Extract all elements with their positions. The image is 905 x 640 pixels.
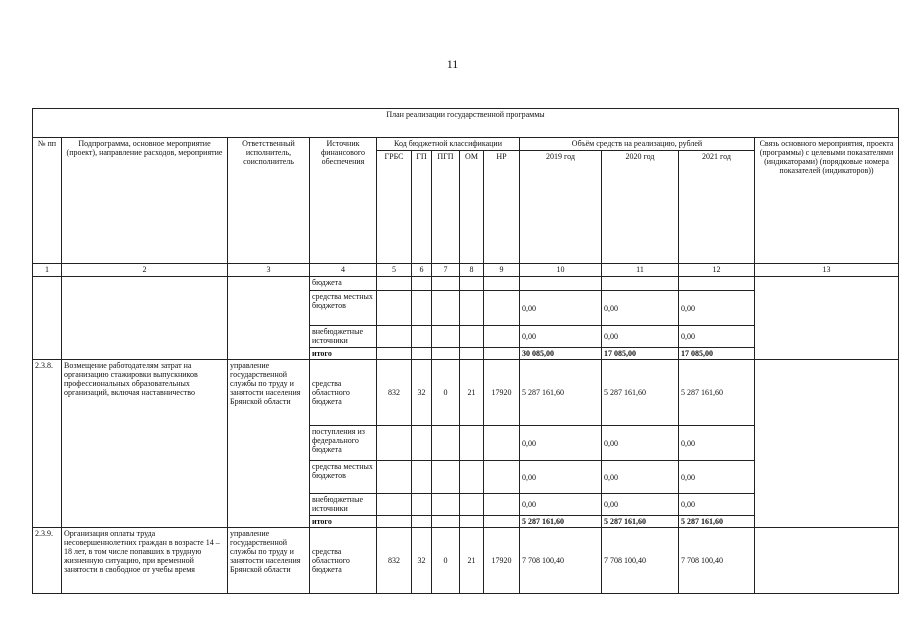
table-row bbox=[33, 360, 899, 426]
code-gp: 32 bbox=[412, 360, 432, 426]
column-number-row bbox=[33, 264, 899, 277]
program-cell: Организация оплаты труда несовершеннолетних граждан в возрасте 14 – 18 лет, в том числе попавших в трудную жизненную ситуацию, при временной занятости в свободное от учебы время bbox=[62, 528, 228, 594]
column-number: 6 bbox=[412, 264, 432, 277]
amount-2020: 5 287 161,60 bbox=[602, 360, 679, 426]
source-cell: средства местных бюджетов bbox=[310, 291, 377, 326]
page-number: 11 bbox=[446, 57, 459, 71]
amount-2020 bbox=[602, 277, 679, 291]
code-grbs: 832 bbox=[377, 528, 412, 594]
amount-2019: 5 287 161,60 bbox=[520, 360, 602, 426]
header-pgp: ПГП bbox=[432, 151, 460, 264]
column-number: 5 bbox=[377, 264, 412, 277]
header-num: № пп bbox=[33, 138, 62, 264]
source-cell: итого bbox=[310, 516, 377, 528]
amount-2021: 0,00 bbox=[679, 461, 755, 494]
table-row bbox=[33, 528, 899, 594]
column-number: 7 bbox=[432, 264, 460, 277]
header-program: Подпрограмма, основное мероприятие (проект), направление расходов, мероприятие bbox=[62, 138, 228, 264]
header-row-1 bbox=[33, 138, 899, 151]
title-row bbox=[33, 109, 899, 138]
column-number: 13 bbox=[755, 264, 899, 277]
amount-2019: 0,00 bbox=[520, 461, 602, 494]
amount-2021: 5 287 161,60 bbox=[679, 360, 755, 426]
total-2019: 5 287 161,60 bbox=[520, 516, 602, 528]
code-om: 21 bbox=[460, 528, 484, 594]
column-number: 1 bbox=[33, 264, 62, 277]
header-gp: ГП bbox=[412, 151, 432, 264]
amount-2021: 0,00 bbox=[679, 494, 755, 516]
column-number: 3 bbox=[228, 264, 310, 277]
table-row bbox=[33, 277, 899, 291]
code-nr: 17920 bbox=[484, 528, 520, 594]
program-cell: Возмещение работодателям затрат на организацию стажировки выпускников профессиональных образовательных организаций, включая наставничество bbox=[62, 360, 228, 528]
header-source: Источник финансового обеспечения bbox=[310, 138, 377, 264]
source-cell: средства областного бюджета bbox=[310, 360, 377, 426]
total-2019: 30 085,00 bbox=[520, 348, 602, 360]
total-2021: 5 287 161,60 bbox=[679, 516, 755, 528]
source-cell: внебюджетные источники bbox=[310, 494, 377, 516]
amount-2021: 0,00 bbox=[679, 291, 755, 326]
header-amount-group: Объём средств на реализацию, рублей bbox=[520, 138, 755, 151]
amount-2021 bbox=[679, 277, 755, 291]
program-plan-table bbox=[32, 108, 899, 594]
source-cell: поступления из федерального бюджета bbox=[310, 426, 377, 461]
amount-2019: 0,00 bbox=[520, 426, 602, 461]
amount-2020: 0,00 bbox=[602, 494, 679, 516]
amount-2019: 7 708 100,40 bbox=[520, 528, 602, 594]
column-number: 11 bbox=[602, 264, 679, 277]
header-2019: 2019 год bbox=[520, 151, 602, 264]
column-number: 9 bbox=[484, 264, 520, 277]
amount-2019: 0,00 bbox=[520, 494, 602, 516]
code-nr: 17920 bbox=[484, 360, 520, 426]
header-link: Связь основного мероприятия, проекта (программы) с целевыми показателями (индикаторами) (порядковые номера показателей (индикаторов)) bbox=[755, 138, 899, 264]
column-number: 12 bbox=[679, 264, 755, 277]
column-number: 8 bbox=[460, 264, 484, 277]
amount-2020: 0,00 bbox=[602, 461, 679, 494]
header-executor: Ответственный исполнитель, соисполнитель bbox=[228, 138, 310, 264]
total-2020: 5 287 161,60 bbox=[602, 516, 679, 528]
header-2021: 2021 год bbox=[679, 151, 755, 264]
source-cell: итого bbox=[310, 348, 377, 360]
amount-2020: 0,00 bbox=[602, 326, 679, 348]
source-cell: внебюджетные источники bbox=[310, 326, 377, 348]
executor-cell: управление государственной службы по труду и занятости населения Брянской области bbox=[228, 528, 310, 594]
amount-2021: 0,00 bbox=[679, 426, 755, 461]
amount-2021: 0,00 bbox=[679, 326, 755, 348]
amount-2021: 7 708 100,40 bbox=[679, 528, 755, 594]
column-number: 4 bbox=[310, 264, 377, 277]
amount-2019: 0,00 bbox=[520, 326, 602, 348]
code-pgp: 0 bbox=[432, 360, 460, 426]
total-2021: 17 085,00 bbox=[679, 348, 755, 360]
executor-cell: управление государственной службы по труду и занятости населения Брянской области bbox=[228, 360, 310, 528]
total-2020: 17 085,00 bbox=[602, 348, 679, 360]
amount-2020: 7 708 100,40 bbox=[602, 528, 679, 594]
code-om: 21 bbox=[460, 360, 484, 426]
amount-2020: 0,00 bbox=[602, 426, 679, 461]
row-number: 2.3.8. bbox=[33, 360, 62, 528]
amount-2020: 0,00 bbox=[602, 291, 679, 326]
header-nr: НР bbox=[484, 151, 520, 264]
row-number: 2.3.9. bbox=[33, 528, 62, 594]
source-cell: средства местных бюджетов bbox=[310, 461, 377, 494]
column-number: 10 bbox=[520, 264, 602, 277]
table-title: План реализации государственной программы bbox=[33, 109, 899, 138]
source-cell: бюджета bbox=[310, 277, 377, 291]
code-pgp: 0 bbox=[432, 528, 460, 594]
amount-2019 bbox=[520, 277, 602, 291]
header-2020: 2020 год bbox=[602, 151, 679, 264]
header-code-group: Код бюджетной классификации bbox=[377, 138, 520, 151]
code-grbs: 832 bbox=[377, 360, 412, 426]
code-gp: 32 bbox=[412, 528, 432, 594]
source-cell: средства областного бюджета bbox=[310, 528, 377, 594]
header-om: ОМ bbox=[460, 151, 484, 264]
header-grbs: ГРБС bbox=[377, 151, 412, 264]
column-number: 2 bbox=[62, 264, 228, 277]
amount-2019: 0,00 bbox=[520, 291, 602, 326]
